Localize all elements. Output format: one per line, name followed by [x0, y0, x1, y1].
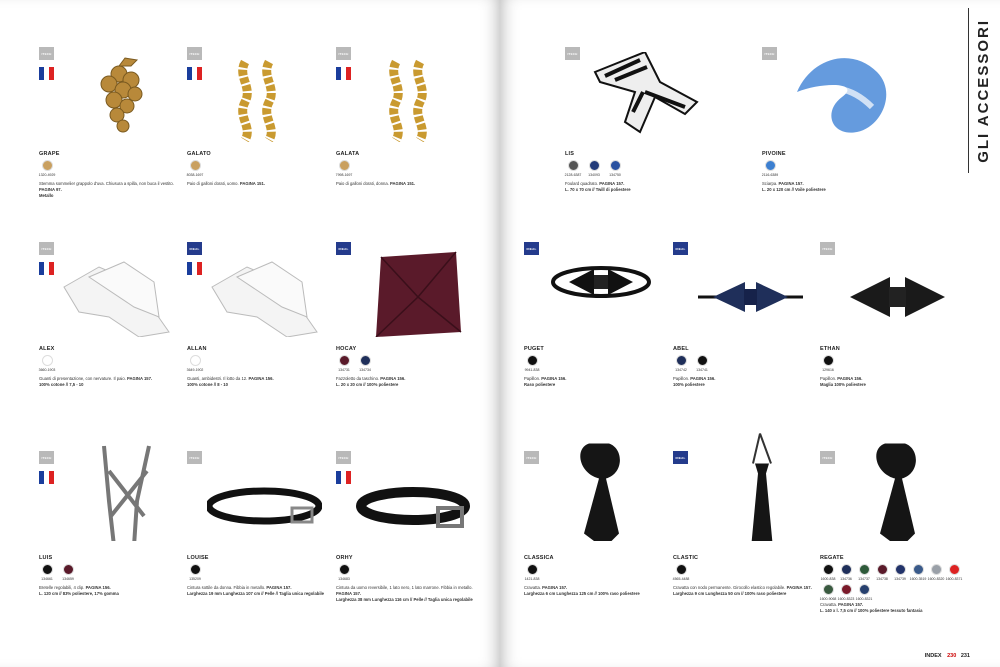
color-swatch[interactable]	[568, 160, 579, 171]
swatch-list	[336, 160, 352, 177]
square-scarf-image	[585, 52, 700, 142]
pocket-square-image	[356, 247, 471, 337]
suspenders-image	[59, 431, 174, 541]
product-code: 2128-6387	[564, 173, 582, 177]
product-description: Paio di galloni dorati, donna. PAGINA 151.	[336, 181, 416, 186]
swatch-list	[336, 355, 373, 372]
thin-belt-image	[207, 456, 322, 546]
product-code: 134737	[858, 577, 870, 581]
product-allan[interactable]	[187, 242, 337, 442]
brand-badge: ITECH	[524, 451, 539, 464]
product-name: ORHY	[336, 555, 353, 561]
product-code: 134683	[338, 577, 350, 581]
product-code: 1600-838	[820, 577, 836, 581]
brand-badge: ITECH	[565, 47, 580, 60]
product-name: PIVOINE	[762, 151, 786, 157]
color-swatch[interactable]	[190, 355, 201, 366]
product-code: 134742	[675, 368, 687, 372]
product-name: ALLAN	[187, 346, 207, 352]
fancy-tie-image	[840, 426, 955, 541]
swatch-list	[820, 564, 972, 601]
product-orhy[interactable]	[336, 451, 486, 651]
color-swatch[interactable]	[589, 160, 600, 171]
brand-badge: ITECH	[39, 47, 54, 60]
product-pivoine[interactable]	[762, 47, 912, 247]
product-name: GALATO	[187, 151, 211, 157]
product-code: 134741	[696, 368, 708, 372]
product-code: 1320-4929	[38, 173, 56, 177]
product-code: 129616	[822, 368, 834, 372]
brand-badge: ITECH	[39, 242, 54, 255]
color-swatch[interactable]	[63, 564, 74, 575]
product-name: CLASTIC	[673, 555, 699, 561]
product-name: LOUISE	[187, 555, 209, 561]
color-swatch[interactable]	[823, 584, 834, 595]
color-swatch[interactable]	[765, 160, 776, 171]
swatch-list	[187, 564, 203, 581]
brand-badge: ITECH	[187, 451, 202, 464]
product-code: 135209	[189, 577, 201, 581]
swatch-list	[39, 564, 76, 581]
product-name: ETHAN	[820, 346, 840, 352]
product-code: 134093	[588, 173, 600, 177]
swatch-list	[820, 355, 836, 372]
product-name: PUGET	[524, 346, 544, 352]
product-louise[interactable]	[187, 451, 337, 651]
product-code: 134750	[609, 173, 621, 177]
color-swatch[interactable]	[610, 160, 621, 171]
page-number-left: 230	[947, 653, 957, 659]
product-code: 4565-4488	[672, 577, 690, 581]
color-swatch[interactable]	[895, 564, 906, 575]
product-name: LUIS	[39, 555, 53, 561]
swatch-list	[762, 160, 778, 177]
product-grape[interactable]	[39, 47, 189, 247]
product-code: 134731	[338, 368, 350, 372]
color-swatch[interactable]	[190, 564, 201, 575]
product-luis[interactable]	[39, 451, 189, 651]
product-code: 1600-8371	[945, 577, 963, 581]
color-swatch[interactable]	[676, 564, 687, 575]
product-puget[interactable]	[524, 242, 674, 442]
product-name: LIS	[565, 151, 575, 157]
color-swatch[interactable]	[823, 564, 834, 575]
product-description: Cintura da uomo reversibile, 1 lato nero, 1 lato marrone. Fibbia in metallo. PAGINA 157. Larghezza 38 mm Lunghezza 116 cm // Pelle // Taglia unica regolabile	[336, 585, 473, 602]
color-swatch[interactable]	[339, 355, 350, 366]
product-code: 134734	[359, 368, 371, 372]
product-description: Fazzoletto da taschino. PAGINA 156. L. 20 x 20 cm // 100% poliestere	[336, 376, 406, 387]
color-swatch[interactable]	[841, 564, 852, 575]
product-lis[interactable]	[565, 47, 715, 247]
product-description: Papillon. PAGINA 156. Maglia 100% poliestere	[820, 376, 866, 387]
product-description: Paio di galloni dorati, uomo. PAGINA 151.	[187, 181, 265, 186]
product-ethan[interactable]	[820, 242, 970, 442]
product-description: Stemma sommelier grappolo d'uva. Chiusura a spilla, non buca il vestito. PAGINA 97. Metallo	[39, 181, 174, 198]
product-code: 2116-6389	[761, 173, 779, 177]
product-description: Cravatta. PAGINA 157. Larghezza 6 cm Lunghezza 125 cm // 100% raso poliestere	[524, 585, 640, 596]
grape-pin-image	[59, 52, 174, 142]
swatch-list	[187, 355, 203, 372]
product-code: 1600-8323	[837, 597, 855, 601]
white-gloves-image	[207, 247, 322, 337]
french-flag-icon	[187, 262, 202, 275]
brand-badge: ITECH	[820, 451, 835, 464]
french-flag-icon	[39, 67, 54, 80]
index-label[interactable]: INDEX	[924, 653, 942, 659]
product-description: Bretelle regolabili, 4 clip. PAGINA 156. L. 120 cm // 83% poliestere, 17% gomma	[39, 585, 119, 596]
product-description: Guanti, ambidestri. Il lotto da 12. PAGINA 156. 100% cotone // 8 - 10	[187, 376, 274, 387]
color-swatch[interactable]	[841, 584, 852, 595]
product-code: 7998-1697	[335, 173, 353, 177]
french-flag-icon	[39, 262, 54, 275]
product-description: Cravatta con nodo permanente. Girocollo elastico regolabile. PAGINA 157. Larghezza 9 cm Lunghezza 50 cm // 100% raso poliestere	[673, 585, 812, 596]
product-description: Sciarpa. PAGINA 157. L. 20 x 120 cm // Voile poliestere	[762, 181, 826, 192]
product-code: 134738	[876, 577, 888, 581]
product-code: 1600-8320	[927, 577, 945, 581]
product-code: 134659	[62, 577, 74, 581]
swatch-list	[187, 160, 203, 177]
silk-scarf-image	[782, 52, 897, 142]
product-code: 1600-9068	[819, 597, 837, 601]
color-swatch[interactable]	[931, 564, 942, 575]
product-description: Papillon. PAGINA 156. 100% poliestere	[673, 376, 716, 387]
color-swatch[interactable]	[859, 564, 870, 575]
white-gloves-image	[59, 247, 174, 337]
color-swatch[interactable]	[190, 160, 201, 171]
swatch-list	[39, 355, 55, 372]
product-regate[interactable]	[820, 451, 970, 651]
clip-tie-image	[693, 406, 808, 541]
knit-bow-tie-image	[840, 247, 955, 337]
gold-braid-image	[356, 52, 471, 142]
color-swatch[interactable]	[527, 564, 538, 575]
french-flag-icon	[336, 67, 351, 80]
brand-badge: ITECH	[336, 451, 351, 464]
brand-badge: IDEAL	[524, 242, 539, 255]
product-name: REGATE	[820, 555, 844, 561]
reversible-belt-image	[356, 456, 471, 546]
product-code: 9941-838	[524, 368, 540, 372]
navy-bow-tie-image	[693, 247, 808, 337]
color-swatch[interactable]	[42, 355, 53, 366]
product-code: 1600-8321	[855, 597, 873, 601]
product-hocay[interactable]	[336, 242, 486, 442]
product-code: 3660-1903	[38, 368, 56, 372]
product-code: 134736	[840, 577, 852, 581]
color-swatch[interactable]	[360, 355, 371, 366]
brand-badge: IDEAL	[187, 242, 202, 255]
product-code: 3649-1902	[186, 368, 204, 372]
color-swatch[interactable]	[949, 564, 960, 575]
product-galato[interactable]	[187, 47, 337, 247]
swatch-list	[336, 564, 352, 581]
swatch-list	[39, 160, 55, 177]
product-description: Cravatta. PAGINA 157. L. 140 x l. 7,5 cm // 100% poliestere tessuto fantasia	[820, 602, 923, 613]
color-swatch[interactable]	[877, 564, 888, 575]
color-swatch[interactable]	[42, 564, 53, 575]
brand-badge: IDEAL	[336, 242, 351, 255]
brand-badge: ITECH	[39, 451, 54, 464]
product-galata[interactable]	[336, 47, 486, 247]
swatch-list	[565, 160, 623, 177]
product-description: Cintura sottile da donna. Fibbia in metallo. PAGINA 157. Larghezza 19 mm Lunghezza 107 cm // Pelle // Taglia unica regolabile	[187, 585, 324, 596]
french-flag-icon	[336, 471, 351, 484]
color-swatch[interactable]	[697, 355, 708, 366]
color-swatch[interactable]	[859, 584, 870, 595]
product-name: CLASSICA	[524, 555, 554, 561]
product-clastic[interactable]	[673, 451, 823, 651]
brand-badge: ITECH	[187, 47, 202, 60]
color-swatch[interactable]	[339, 564, 350, 575]
product-name: HOCAY	[336, 346, 357, 352]
swatch-list	[673, 564, 689, 581]
brand-badge: ITECH	[336, 47, 351, 60]
product-code: 8038-1697	[186, 173, 204, 177]
swatch-list	[524, 355, 540, 372]
section-tab: GLI ACCESSORI	[968, 8, 998, 173]
product-name: GALATA	[336, 151, 360, 157]
french-flag-icon	[39, 471, 54, 484]
product-code: 1421-838	[524, 577, 540, 581]
swatch-list	[524, 564, 540, 581]
product-name: ALEX	[39, 346, 55, 352]
page-number-right: 231	[960, 653, 970, 659]
french-flag-icon	[187, 67, 202, 80]
brand-badge: ITECH	[820, 242, 835, 255]
color-swatch[interactable]	[913, 564, 924, 575]
product-code: 134739	[894, 577, 906, 581]
product-description: Guanti di presentazione, con nervature. Il paio. PAGINA 157. 100% cotone // 7,5 - 10	[39, 376, 153, 387]
product-code: 134661	[41, 577, 53, 581]
brand-badge: IDEAL	[673, 242, 688, 255]
brand-badge: ITECH	[762, 47, 777, 60]
product-alex[interactable]	[39, 242, 189, 442]
brand-badge: IDEAL	[673, 451, 688, 464]
color-swatch[interactable]	[823, 355, 834, 366]
color-swatch[interactable]	[676, 355, 687, 366]
product-description: Foulard quadrato. PAGINA 157. L. 70 x 70 cm // Twill di poliestere	[565, 181, 631, 192]
product-description: Papillon. PAGINA 156. Raso poliestere	[524, 376, 567, 387]
product-name: ABEL	[673, 346, 689, 352]
gold-braid-image	[207, 52, 322, 142]
color-swatch[interactable]	[339, 160, 350, 171]
product-name: GRAPE	[39, 151, 60, 157]
color-swatch[interactable]	[527, 355, 538, 366]
color-swatch[interactable]	[42, 160, 53, 171]
black-tie-image	[544, 426, 659, 541]
swatch-list	[673, 355, 710, 372]
product-classica[interactable]	[524, 451, 674, 651]
product-code: 1600-3519	[909, 577, 927, 581]
black-bow-tie-image	[544, 247, 659, 337]
